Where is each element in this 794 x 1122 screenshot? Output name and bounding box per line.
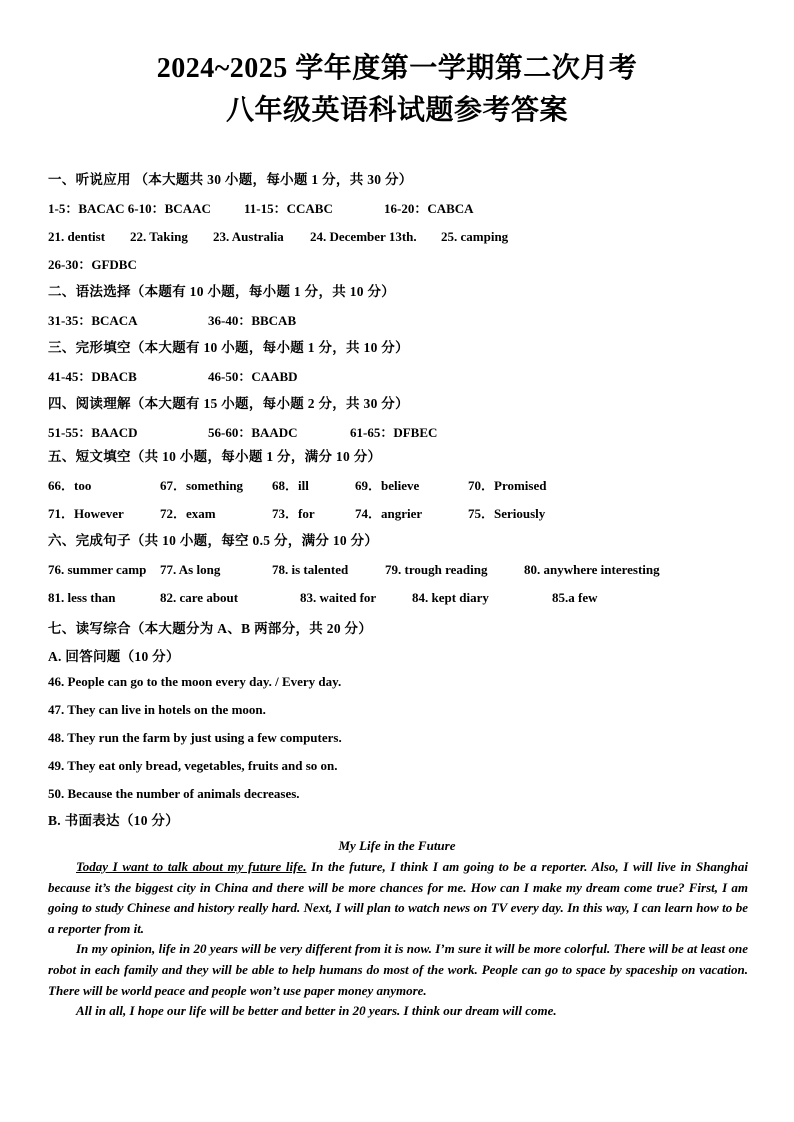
part-a-heading: A. 回答问题（10 分） xyxy=(48,649,180,664)
answer-item: 70．Promised xyxy=(468,478,547,493)
answer-item: 75．Seriously xyxy=(468,506,546,521)
section-heading-1: 一、听说应用 （本大题共 30 小题，每小题 1 分，共 30 分） xyxy=(48,172,413,187)
answer-item: 23. Australia xyxy=(213,229,284,244)
essay-paragraph-1 xyxy=(48,857,748,939)
answer-item: 79. trough reading xyxy=(385,562,488,577)
answer-item: 46-50：CAABD xyxy=(208,369,298,384)
answer-item: 36-40：BBCAB xyxy=(208,313,297,328)
short-answer: 50. Because the number of animals decreases. xyxy=(48,786,300,801)
answer-item: 77. As long xyxy=(160,562,221,577)
page-title-line1: 2024~2025 学年度第一学期第二次月考 xyxy=(156,53,638,84)
essay-paragraph-2: In my opinion, life in 20 years will be very different from it is now. I’m sure it will be more colorful. There will be at least one robot in each family and they will be able to help humans do most of the work. People can go to space by spaceship on vacation. There will be world peace and people won’t use paper money anymore. xyxy=(48,941,748,998)
essay-topic-sentence: Today I want to talk about my future life. xyxy=(76,859,307,874)
answer-item: 81. less than xyxy=(48,590,116,605)
page-title-line2: 八年级英语科试题参考答案 xyxy=(225,95,568,126)
answer-item: 83. waited for xyxy=(300,590,377,605)
short-answer: 46. People can go to the moon every day. / Every day. xyxy=(48,674,342,689)
answer-item: 71．However xyxy=(48,506,124,521)
answer-item: 73．for xyxy=(272,506,315,521)
answer-item: 76. summer camp xyxy=(48,562,147,577)
section-heading-2: 二、语法选择（本题有 10 小题，每小题 1 分，共 10 分） xyxy=(48,284,396,299)
short-answer: 49. They eat only bread, vegetables, fruits and so on. xyxy=(48,758,338,773)
answer-item: 72．exam xyxy=(160,506,216,521)
short-answer: 48. They run the farm by just using a few computers. xyxy=(48,730,342,745)
section-heading-7: 七、读写综合（本大题分为 A、B 两部分，共 20 分） xyxy=(48,621,373,636)
answer-item: 61-65：DFBEC xyxy=(350,425,438,440)
answer-item: 80. anywhere interesting xyxy=(524,562,660,577)
answer-item: 68．ill xyxy=(272,478,309,493)
answer-item: 84. kept diary xyxy=(412,590,489,605)
answer-item: 22. Taking xyxy=(130,229,188,244)
answer-item: 21. dentist xyxy=(48,229,106,244)
section-heading-5: 五、短文填空（共 10 小题，每小题 1 分，满分 10 分） xyxy=(48,449,382,464)
section-heading-6: 六、完成句子（共 10 小题，每空 0.5 分，满分 10 分） xyxy=(48,533,379,548)
essay-paragraph-1-rest: In the future, I think I am going to be a reporter. Also, I will live in Shanghai because it’s the biggest city in China and there will be more chances for me. How can I make my dream come true? First, I am going to study Chinese and history really hard. Next, I will plan to watch news on TV every day. In this way, I can learn how to be a reporter from it. xyxy=(48,859,748,936)
essay-paragraph-3: All in all, I hope our life will be better and better in 20 years. I think our dream will come. xyxy=(76,1003,557,1019)
answer-item: 69．believe xyxy=(355,478,420,493)
answer-item: 85.a few xyxy=(552,590,598,605)
answer-item: 51-55：BAACD xyxy=(48,425,138,440)
answer-item: 74．angrier xyxy=(355,506,423,521)
answer-item: 31-35：BCACA xyxy=(48,313,138,328)
section-heading-3: 三、完形填空（本大题有 10 小题，每小题 1 分，共 10 分） xyxy=(48,340,409,355)
answer-item: 24. December 13th. xyxy=(310,229,417,244)
section-heading-4: 四、阅读理解（本大题有 15 小题，每小题 2 分，共 30 分） xyxy=(48,396,409,411)
essay-body xyxy=(48,857,748,1022)
answer-item: 67．something xyxy=(160,478,244,493)
part-b-heading: B. 书面表达（10 分） xyxy=(48,813,180,828)
answer-item: 11-15：CCABC xyxy=(244,201,333,216)
essay-title: My Life in the Future xyxy=(338,838,456,853)
answer-item: 16-20：CABCA xyxy=(384,201,474,216)
answer-item: 56-60：BAADC xyxy=(208,425,298,440)
answer-item: 78. is talented xyxy=(272,562,349,577)
short-answer: 47. They can live in hotels on the moon. xyxy=(48,702,266,717)
answer-item: 66．too xyxy=(48,478,92,493)
answer-item: 25. camping xyxy=(441,229,509,244)
answer-item: 1-5：BACAC 6-10：BCAAC xyxy=(48,201,211,216)
answer-item: 41-45：DBACB xyxy=(48,369,137,384)
answer-item: 26-30：GFDBC xyxy=(48,257,137,272)
answer-item: 82. care about xyxy=(160,590,239,605)
